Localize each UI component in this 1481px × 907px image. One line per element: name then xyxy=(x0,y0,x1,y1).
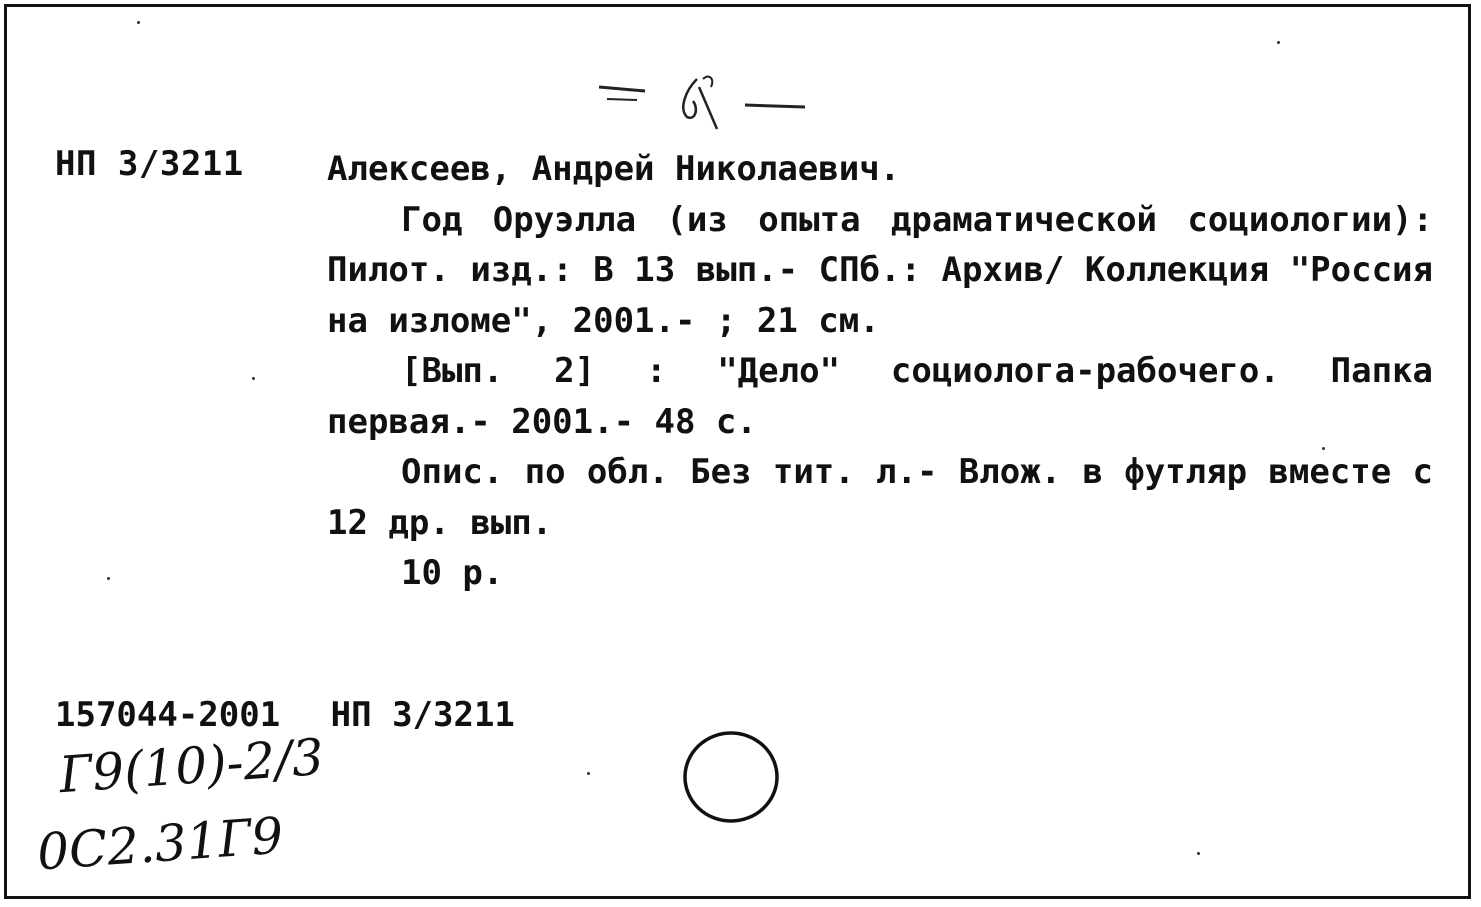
scan-speck xyxy=(107,577,110,580)
price-paragraph: 10 р. xyxy=(401,553,504,593)
scan-speck xyxy=(1277,41,1280,44)
inventory-number: 157044-2001 xyxy=(55,695,281,735)
note-paragraph: Опис. по обл. Без тит. л.- Влож. в футляр вместе с 12 др. вып. xyxy=(327,452,1433,543)
author-heading: Алексеев, Андрей Николаевич. xyxy=(327,149,901,189)
call-number-repeat: НП 3/3211 xyxy=(330,695,515,735)
title-paragraph: Год Оруэлла (из опыта драматической социологии): Пилот. изд.: В 13 вып.- СПб.: Архив/ Коллекция "Россия на изломе", 2001.- ; 21 см. xyxy=(327,199,1433,341)
punched-hole-circle xyxy=(677,727,787,827)
handwritten-mark xyxy=(587,69,817,139)
scan-speck xyxy=(252,377,255,380)
scan-speck xyxy=(1197,852,1200,855)
catalog-card xyxy=(4,4,1471,899)
scan-speck xyxy=(587,772,590,775)
scan-speck xyxy=(1322,447,1325,450)
handwritten-classification-1: Г9(10)-2/3 xyxy=(57,727,326,805)
call-number: НП 3/3211 xyxy=(55,144,244,184)
handwritten-classification-2: 0С2.31Г9 xyxy=(35,806,286,882)
issue-paragraph: [Вып. 2] : "Дело" социолога-рабочего. Папка первая.- 2001.- 48 с. xyxy=(327,351,1433,442)
scan-speck xyxy=(137,21,140,24)
bibliographic-entry xyxy=(327,144,1433,599)
